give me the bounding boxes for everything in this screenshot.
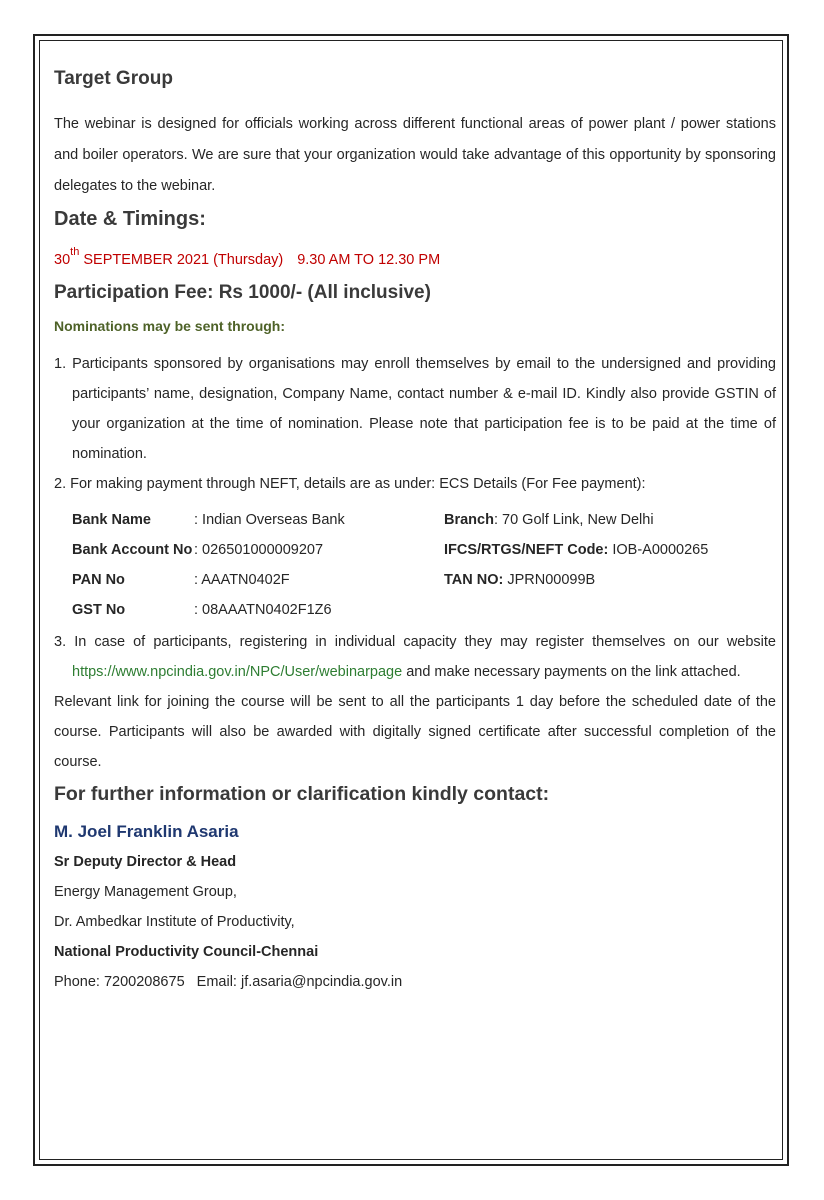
participation-fee-heading: Participation Fee: Rs 1000/- (All inclusive) [54, 282, 431, 303]
tan-value: JPRN00099B [503, 572, 596, 588]
bank-name-value: : Indian Overseas Bank [194, 512, 345, 528]
webinar-link[interactable]: https://www.npcindia.gov.in/NPC/User/webinarpage [72, 664, 403, 680]
contact-phone-email [54, 967, 776, 997]
tan-label: TAN NO: [444, 572, 504, 588]
nominations-heading: Nominations may be sent through: [54, 318, 286, 334]
contact-heading: For further information or clarification kindly contact: [54, 783, 550, 805]
target-group-heading: Target Group [54, 68, 173, 89]
item3-suffix: and make necessary payments on the link attached. [402, 664, 741, 680]
branch-value: : 70 Golf Link, New Delhi [493, 512, 654, 528]
branch-cell [444, 505, 654, 535]
contact-email[interactable]: Email: jf.asaria@npcindia.gov.in [196, 974, 403, 990]
contact-council: National Productivity Council-Chennai [54, 944, 319, 960]
contact-title: Sr Deputy Director & Head [54, 854, 237, 870]
branch-label: Branch [444, 512, 494, 528]
bank-row-3 [54, 565, 776, 595]
nomination-item-2: 2. For making payment through NEFT, details are as under: ECS Details (For Fee payment): [54, 476, 646, 492]
bank-details [54, 505, 776, 627]
pan-label: PAN No [72, 572, 125, 588]
date-timings-heading: Date & Timings: [54, 208, 206, 230]
date-line [54, 240, 776, 274]
account-label: Bank Account No [72, 542, 193, 558]
gst-label: GST No [72, 602, 126, 618]
joining-note: Relevant link for joining the course will be sent to all the participants 1 day before the scheduled date of the course. Participants will also be awarded with digitally signed certificate after successful completion of the course. [54, 694, 776, 770]
account-value: : 026501000009207 [194, 542, 324, 558]
bank-row-4 [54, 595, 776, 625]
contact-institute: Dr. Ambedkar Institute of Productivity, [54, 914, 295, 930]
date-day: 30 [54, 251, 71, 268]
contact-phone: Phone: 7200208675 [54, 974, 185, 990]
nomination-item-1: 1. Participants sponsored by organisations may enroll themselves by email to the undersigned and providing participants’ name, designation, Company Name, contact number & e-mail ID. Kindly also provide GSTIN of your organization at the time of nomination. Please note that participation fee is to be paid at the time of nomination. [54, 356, 776, 462]
item3-prefix: 3. In case of participants, registering in individual capacity they may register themselves on our website [54, 634, 776, 650]
ifcs-label: IFCS/RTGS/NEFT Code: [444, 542, 609, 558]
bank-row-1 [54, 505, 776, 535]
tan-cell [444, 565, 595, 595]
pan-value: : AAATN0402F [194, 572, 290, 588]
date-rest: SEPTEMBER 2021 (Thursday) [79, 251, 284, 268]
bank-name-label: Bank Name [72, 512, 151, 528]
time-range: 9.30 AM TO 12.30 PM [297, 251, 441, 268]
gst-value: : 08AAATN0402F1Z6 [194, 602, 332, 618]
target-group-text: The webinar is designed for officials working across different functional areas of power plant / power stations and boiler operators. We are sure that your organization would take advantage of this opportunity by sponsoring delegates to the webinar. [54, 116, 776, 194]
ifcs-cell [444, 535, 708, 565]
ifcs-value: IOB-A0000265 [608, 542, 709, 558]
date-day-suffix: th [70, 246, 80, 258]
bank-row-2 [54, 535, 776, 565]
contact-name: M. Joel Franklin Asaria [54, 822, 239, 841]
document-body [54, 62, 776, 997]
nomination-item-3 [54, 627, 776, 687]
contact-group: Energy Management Group, [54, 884, 237, 900]
